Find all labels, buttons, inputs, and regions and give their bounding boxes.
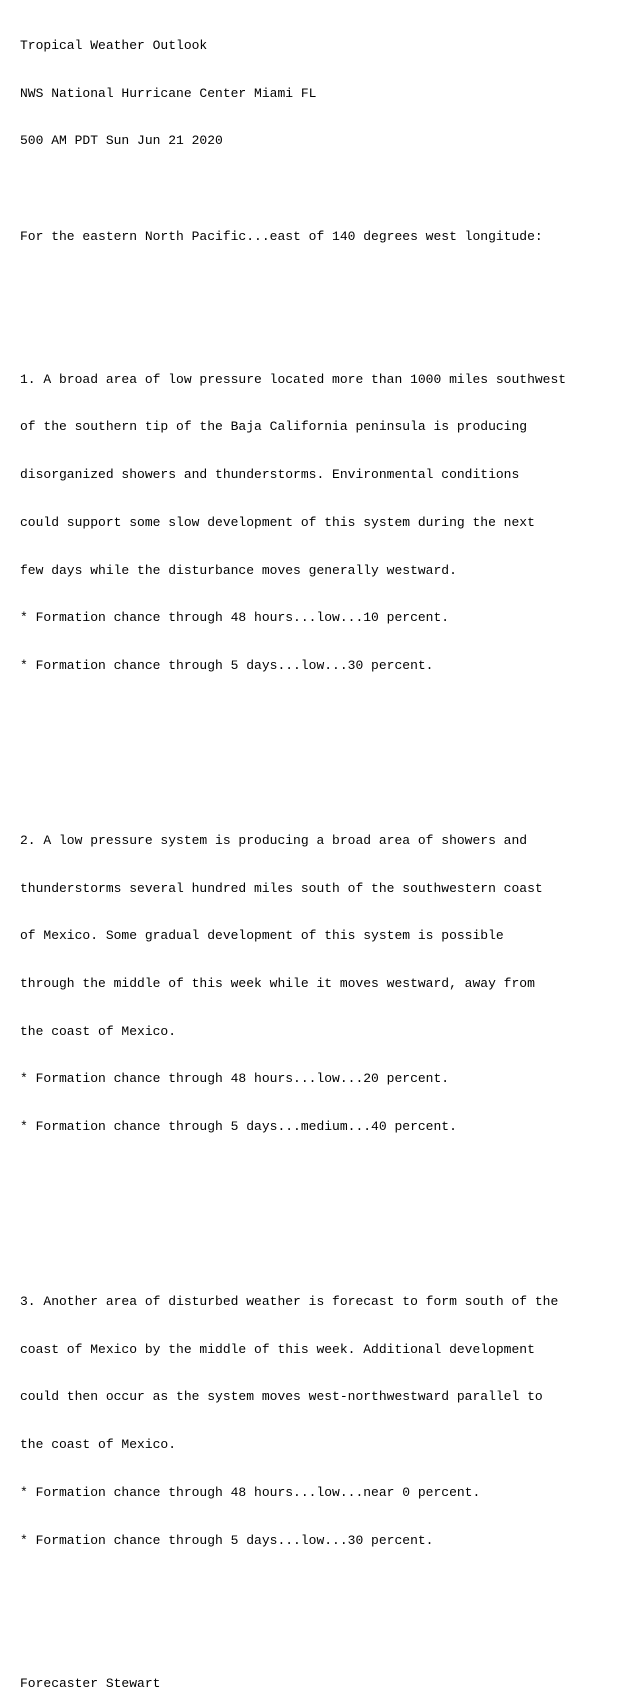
spacer xyxy=(20,737,623,753)
system-3-line: could then occur as the system moves west-northwestward parallel to xyxy=(20,1389,543,1405)
system-2-line: of Mexico. Some gradual development of this system is possible xyxy=(20,928,504,944)
issuing-office: NWS National Hurricane Center Miami FL xyxy=(20,85,317,101)
spacer xyxy=(20,276,623,292)
system-3-chance-5d: * Formation chance through 5 days...low...30 percent. xyxy=(20,1532,434,1548)
system-1-line: few days while the disturbance moves generally westward. xyxy=(20,562,457,578)
system-1-line: 1. A broad area of low pressure located more than 1000 miles southwest xyxy=(20,371,567,387)
system-2-line: the coast of Mexico. xyxy=(20,1023,177,1039)
system-1-chance-48h: * Formation chance through 48 hours...low...10 percent. xyxy=(20,610,450,626)
spacer xyxy=(20,1612,623,1628)
system-3-line: 3. Another area of disturbed weather is forecast to form south of the xyxy=(20,1294,559,1310)
system-1-line: of the southern tip of the Baja California peninsula is producing xyxy=(20,419,528,435)
spacer xyxy=(20,181,623,197)
system-2-chance-48h: * Formation chance through 48 hours...low...20 percent. xyxy=(20,1071,450,1087)
region-intro: For the eastern North Pacific...east of 140 degrees west longitude: xyxy=(20,228,543,244)
system-1-line: disorganized showers and thunderstorms. Environmental conditions xyxy=(20,467,520,483)
issue-time: 500 AM PDT Sun Jun 21 2020 xyxy=(20,133,223,149)
system-2-line: thunderstorms several hundred miles south of the southwestern coast xyxy=(20,880,543,896)
system-1-line: could support some slow development of this system during the next xyxy=(20,514,535,530)
system-2-chance-5d: * Formation chance through 5 days...medium...40 percent. xyxy=(20,1119,457,1135)
system-3-line: the coast of Mexico. xyxy=(20,1437,177,1453)
spacer xyxy=(20,1199,623,1215)
system-2-line: through the middle of this week while it moves westward, away from xyxy=(20,976,535,992)
system-3-chance-48h: * Formation chance through 48 hours...low...near 0 percent. xyxy=(20,1484,481,1500)
system-1-block xyxy=(20,340,623,706)
system-3-block xyxy=(20,1262,623,1580)
forecaster-signature: Forecaster Stewart xyxy=(20,1675,161,1691)
system-3-line: coast of Mexico by the middle of this week. Additional development xyxy=(20,1341,535,1357)
system-2-line: 2. A low pressure system is producing a broad area of showers and xyxy=(20,832,528,848)
system-1-chance-5d: * Formation chance through 5 days...low...30 percent. xyxy=(20,657,434,673)
outlook-title: Tropical Weather Outlook xyxy=(20,37,208,53)
system-2-block xyxy=(20,801,623,1167)
